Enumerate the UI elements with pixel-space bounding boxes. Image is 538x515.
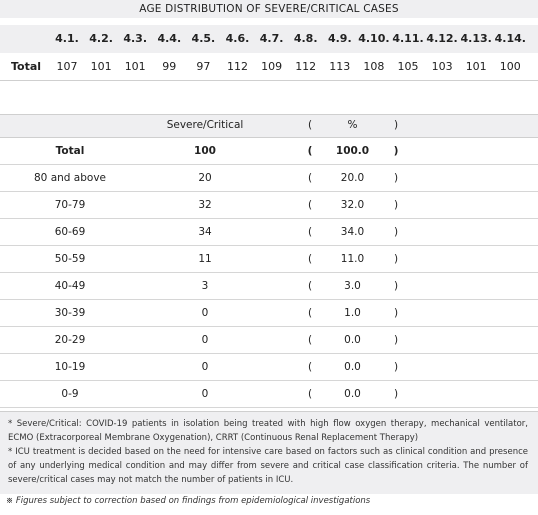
severe-percent: 0.0 [344,361,361,373]
note-severe-definition: * Severe/Critical: COVID-19 patients in isolation being treated with high flow oxygen therapy, mechanical ventilator, ECMO (Extracorporeal Membrane Oxygenation), CRRT (Continuous Renal Replacement Therapy) [8,419,528,443]
notes-box [0,411,538,494]
note-icu: * ICU treatment is decided based on the need for intensive care based on factors such as clinical condition and presence of any underlying medical condition and may differ from severe and critical case classification criteria. The number of severe/critical cases may not match the number of patients in ICU. [8,447,528,485]
severe-count: 0 [201,388,209,400]
severe-count: 0 [201,361,209,373]
row-divider [0,299,538,300]
row-divider [0,326,538,327]
paren-close: ) [393,226,399,238]
date-header: 4.10. [358,32,390,45]
row-divider [0,245,538,246]
daily-total-value: 101 [465,60,487,73]
severe-count: 3 [201,280,209,292]
paren-open: ( [307,307,313,319]
daily-total-label: Total [10,60,42,73]
age-group-label: 60-69 [54,226,86,238]
daily-bottom-rule [0,80,538,81]
row-divider [0,353,538,354]
severe-percent: 34.0 [340,226,365,238]
paren-open: ( [307,145,313,157]
daily-total-value: 99 [162,60,177,73]
severe-percent: 0.0 [344,388,361,400]
age-table-header [0,114,538,138]
paren-open: ( [307,334,313,346]
severe-count: 100 [194,145,216,157]
age-group-label: 20-29 [54,334,86,346]
severe-percent: 32.0 [340,199,365,211]
severe-percent: 0.0 [344,334,361,346]
date-header: 4.2. [89,32,113,45]
header-percent: % [347,119,358,131]
age-group-label: 50-59 [54,253,86,265]
age-group-label: 10-19 [54,361,86,373]
date-header: 4.8. [293,32,318,45]
paren-open: ( [307,280,313,292]
paren-close: ) [393,145,399,157]
paren-close: ) [393,361,399,373]
header-paren-close: ) [393,119,399,131]
paren-open: ( [307,226,313,238]
row-divider [0,164,538,165]
row-divider [0,407,538,408]
daily-total-value: 112 [295,60,317,73]
daily-total-value: 108 [363,60,385,73]
row-divider [0,272,538,273]
paren-open: ( [307,199,313,211]
severe-percent: 11.0 [340,253,365,265]
age-group-label: 70-79 [54,199,86,211]
daily-total-value: 103 [431,60,453,73]
age-group-label: 80 and above [34,172,106,184]
paren-close: ) [393,388,399,400]
row-divider [0,218,538,219]
severe-count: 20 [198,172,212,184]
paren-close: ) [393,199,399,211]
paren-open: ( [307,172,313,184]
severe-count: 0 [201,334,209,346]
paren-open: ( [307,361,313,373]
date-header: 4.9. [327,32,352,45]
date-header: 4.4. [157,32,182,45]
severe-percent: 20.0 [340,172,365,184]
severe-percent: 100.0 [335,145,370,157]
daily-total-value: 109 [261,60,283,73]
age-group-label: 30-39 [54,307,86,319]
row-divider [0,380,538,381]
header-paren-open: ( [307,119,313,131]
severe-count: 11 [198,253,212,265]
header-severe: Severe/Critical [166,119,244,131]
severe-count: 32 [198,199,212,211]
row-divider [0,191,538,192]
age-group-label: Total [55,145,85,157]
date-header: 4.3. [123,32,148,45]
severe-percent: 3.0 [344,280,361,292]
daily-total-value: 101 [124,60,146,73]
daily-total-value: 107 [56,60,78,73]
daily-total-value: 100 [499,60,521,73]
severe-count: 0 [201,307,209,319]
date-header: 4.14. [494,32,526,45]
table-title: AGE DISTRIBUTION OF SEVERE/CRITICAL CASES [0,0,538,18]
date-header: 4.5. [191,32,216,45]
daily-total-value: 112 [227,60,248,73]
date-header: 4.11. [392,32,424,45]
date-header: 4.1. [55,32,79,45]
daily-total-value: 113 [329,60,351,73]
daily-total-value: 101 [90,60,112,73]
paren-open: ( [307,253,313,265]
daily-total-value: 105 [397,60,419,73]
paren-close: ) [393,334,399,346]
age-group-label: 0-9 [61,388,79,400]
age-group-label: 40-49 [54,280,86,292]
paren-close: ) [393,253,399,265]
footnote-correction: ※ Figures subject to correction based on findings from epidemiological investigations [6,496,371,506]
date-header: 4.13. [460,32,492,45]
paren-close: ) [393,307,399,319]
daily-total-value: 97 [196,60,211,73]
paren-close: ) [393,172,399,184]
date-header: 4.7. [259,32,284,45]
severe-percent: 1.0 [344,307,361,319]
paren-close: ) [393,280,399,292]
date-header: 4.6. [225,32,250,45]
date-header: 4.12. [426,32,458,45]
paren-open: ( [307,388,313,400]
severe-count: 34 [198,226,212,238]
